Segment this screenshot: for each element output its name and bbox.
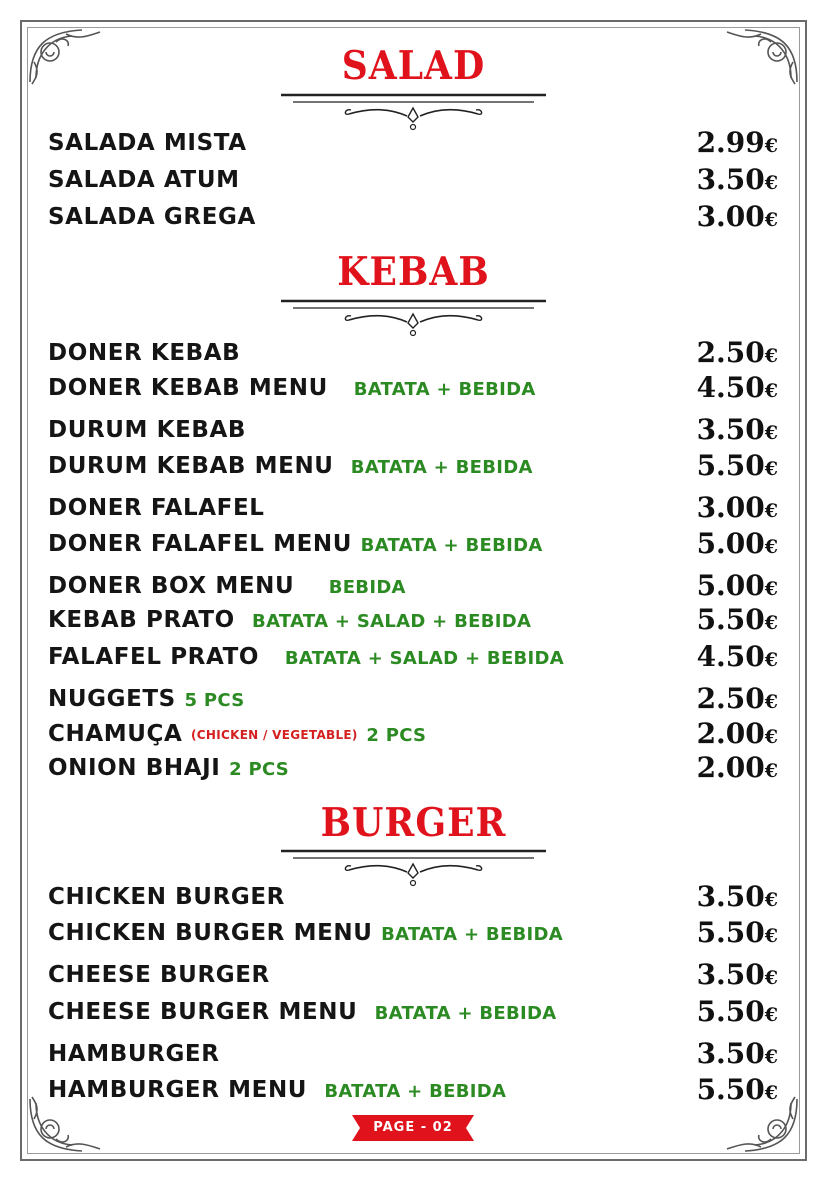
item-name: FALAFEL PRATO BATATA + SALAD + BEBIDA (48, 644, 565, 670)
menu-item (48, 958, 778, 992)
item-name: DONER BOX MENU BEBIDA (48, 573, 406, 599)
menu-item (48, 640, 778, 674)
item-name: CHICKEN BURGER (48, 884, 285, 910)
section-title-salad: SALAD (341, 43, 486, 89)
menu-item (48, 449, 778, 483)
item-name: DURUM KEBAB (48, 417, 247, 443)
item-price: 3.00€ (696, 491, 778, 524)
item-name: DONER FALAFEL MENU BATATA + BEBIDA (48, 531, 543, 557)
menu-item (48, 491, 778, 525)
item-price: 2.50€ (696, 682, 778, 715)
item-note: (CHICKEN / VEGETABLE) (190, 728, 358, 742)
section-title-burger: BURGER (320, 800, 507, 846)
menu-item (48, 527, 778, 561)
item-extra: BATATA + BEBIDA (353, 379, 536, 400)
menu-item (48, 880, 778, 914)
menu-item (48, 126, 778, 160)
page-number-badge (352, 1115, 474, 1141)
menu-item (48, 717, 778, 751)
item-price: 3.00€ (696, 200, 778, 233)
menu-item (48, 1037, 778, 1071)
item-price: 2.99€ (696, 126, 778, 159)
item-name: DONER FALAFEL (48, 495, 265, 521)
item-price: 5.00€ (696, 527, 778, 560)
menu-item (48, 200, 778, 234)
item-price: 3.50€ (696, 1037, 778, 1070)
item-name: SALADA MISTA (48, 130, 247, 156)
item-price: 4.50€ (696, 371, 778, 404)
menu-item (48, 682, 778, 716)
item-extra: BATATA + SALAD + BEBIDA (284, 648, 565, 669)
item-price: 5.50€ (696, 1073, 778, 1106)
item-extra: BATATA + BEBIDA (350, 457, 533, 478)
menu-item (48, 751, 778, 785)
item-price: 4.50€ (696, 640, 778, 673)
menu-item (48, 1073, 778, 1107)
menu-item (48, 163, 778, 197)
item-price: 3.50€ (696, 958, 778, 991)
item-name: CHAMUÇA (CHICKEN / VEGETABLE) 2 PCS (48, 721, 427, 747)
menu-item (48, 916, 778, 950)
divider-ornament (279, 296, 548, 338)
item-extra: BEBIDA (328, 577, 406, 598)
item-extra: BATATA + BEBIDA (360, 535, 543, 556)
item-price: 5.00€ (696, 569, 778, 602)
menu-item (48, 413, 778, 447)
item-name: CHEESE BURGER MENU BATATA + BEBIDA (48, 999, 557, 1025)
item-name: SALADA GREGA (48, 204, 256, 230)
item-extra: BATATA + SALAD + BEBIDA (252, 611, 532, 632)
menu-item (48, 336, 778, 370)
item-name: SALADA ATUM (48, 167, 240, 193)
item-price: 5.50€ (696, 916, 778, 949)
item-price: 2.50€ (696, 336, 778, 369)
item-extra: BATATA + BEBIDA (374, 1003, 557, 1024)
item-name: DURUM KEBAB MENU BATATA + BEBIDA (48, 453, 533, 479)
menu-item (48, 371, 778, 405)
section-title-kebab: KEBAB (337, 249, 490, 295)
item-extra: BATATA + BEBIDA (381, 924, 564, 945)
item-price: 5.50€ (696, 449, 778, 482)
item-extra: BATATA + BEBIDA (324, 1081, 507, 1102)
item-name: HAMBURGER MENU BATATA + BEBIDA (48, 1077, 507, 1103)
item-name: CHEESE BURGER (48, 962, 270, 988)
item-extra: 2 PCS (366, 725, 427, 746)
item-name: HAMBURGER (48, 1041, 220, 1067)
item-price: 2.00€ (696, 717, 778, 750)
item-name: DONER KEBAB MENU BATATA + BEBIDA (48, 375, 536, 401)
item-price: 3.50€ (696, 880, 778, 913)
menu-item (48, 995, 778, 1029)
page-number-label: PAGE - 02 (373, 1120, 453, 1135)
item-extra: 5 PCS (184, 690, 245, 711)
menu-item (48, 569, 778, 603)
item-name: ONION BHAJI 2 PCS (48, 755, 290, 781)
menu-item (48, 603, 778, 637)
item-extra: 2 PCS (229, 759, 290, 780)
item-price: 2.00€ (696, 751, 778, 784)
item-price: 5.50€ (696, 603, 778, 636)
item-name: NUGGETS 5 PCS (48, 686, 245, 712)
item-price: 3.50€ (696, 413, 778, 446)
item-name: CHICKEN BURGER MENU BATATA + BEBIDA (48, 920, 564, 946)
item-price: 5.50€ (696, 995, 778, 1028)
item-name: DONER KEBAB (48, 340, 241, 366)
item-price: 3.50€ (696, 163, 778, 196)
item-name: KEBAB PRATO BATATA + SALAD + BEBIDA (48, 607, 532, 633)
